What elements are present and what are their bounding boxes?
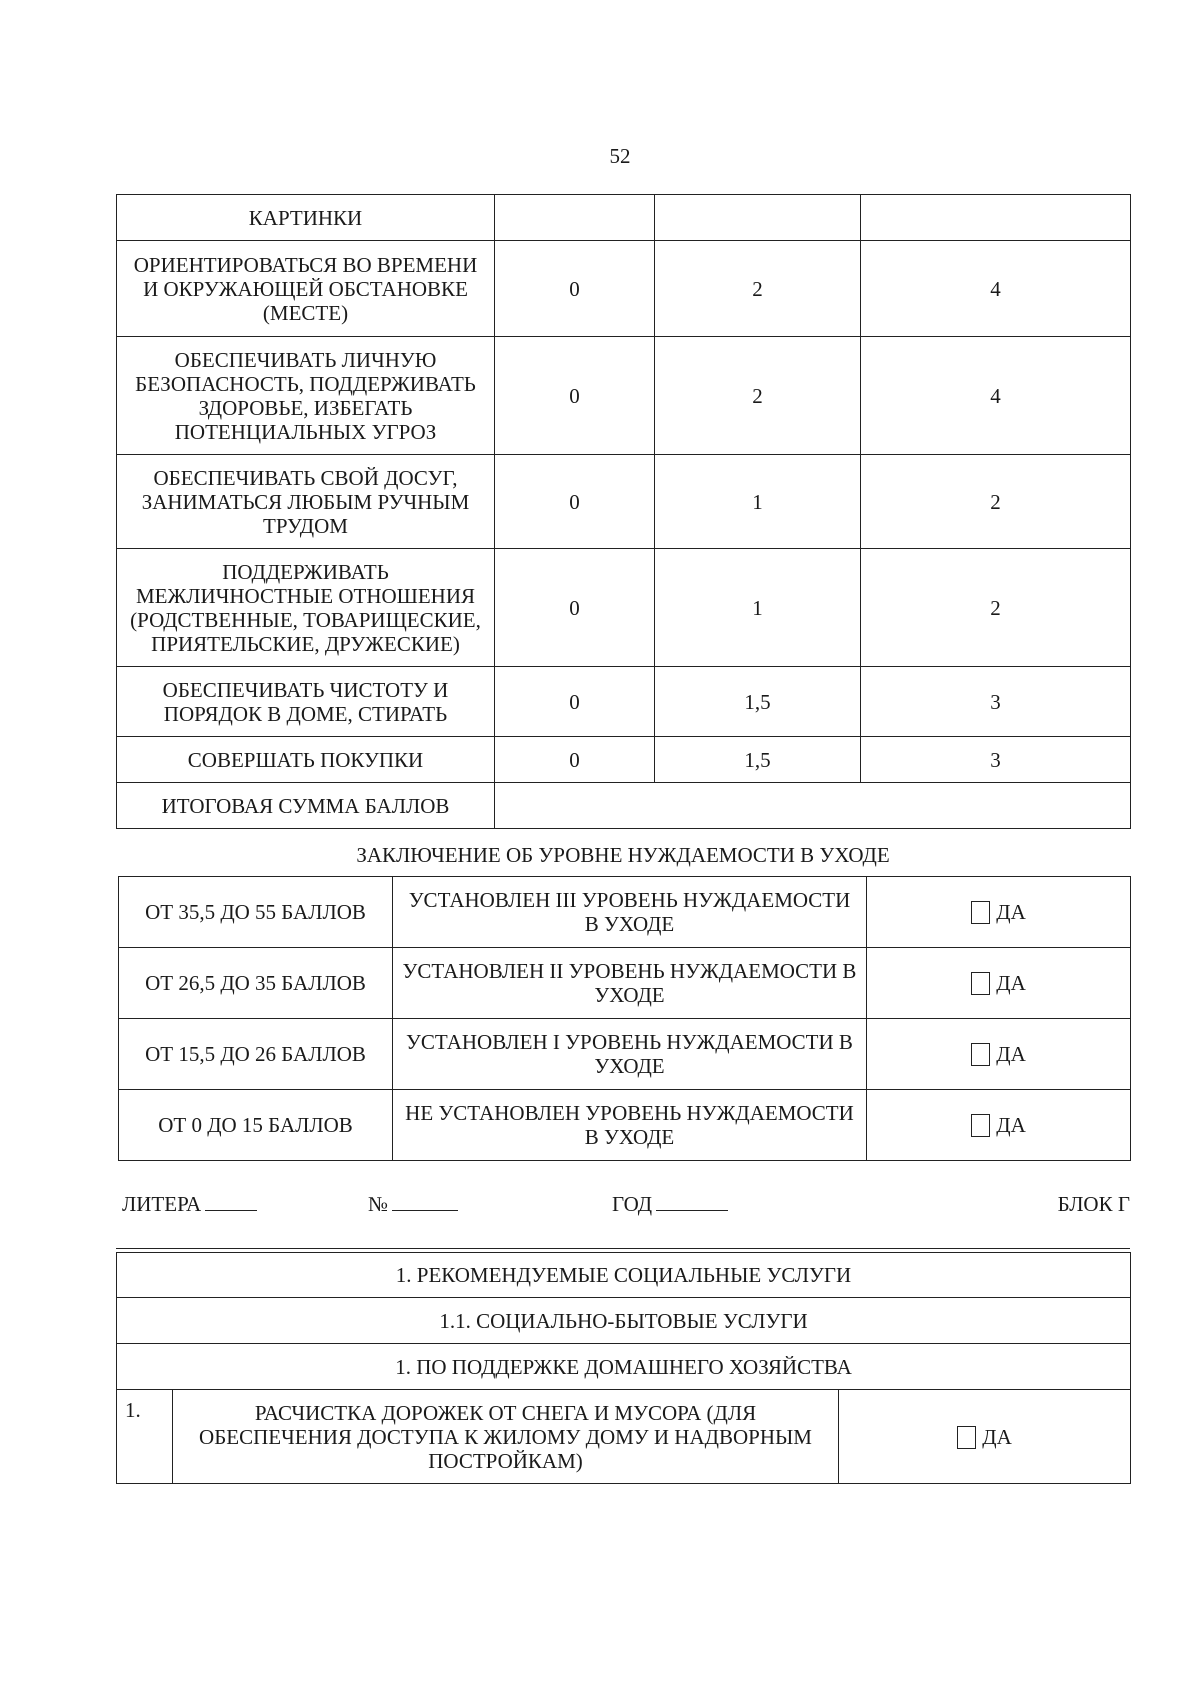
block-label: БЛОК Г [1057,1192,1130,1216]
table-row [117,337,1131,455]
level-checkbox[interactable] [867,877,1131,948]
table-row [117,1253,1131,1298]
score-cell[interactable]: 0 [495,455,655,549]
level-checkbox[interactable] [867,948,1131,1019]
score-cell[interactable]: 1,5 [655,737,861,783]
table-row [119,1090,1131,1161]
checkbox-label: ДА [996,971,1026,995]
score-cell[interactable]: 3 [861,737,1131,783]
page-number: 52 [609,144,631,168]
activity-score-table [116,194,1131,829]
litera-row [122,1192,1130,1222]
table-row [117,241,1131,337]
checkbox-label: ДА [996,900,1026,924]
table-row [119,1019,1131,1090]
conclusion-title: ЗАКЛЮЧЕНИЕ ОБ УРОВНЕ НУЖДАЕМОСТИ В УХОДЕ [356,843,890,867]
checkbox-icon[interactable] [957,1426,976,1449]
level-checkbox[interactable] [867,1090,1131,1161]
level-text: УСТАНОВЛЕН II УРОВЕНЬ НУЖДАЕМОСТИ В УХОДЕ [393,948,867,1019]
score-cell[interactable]: 2 [861,549,1131,667]
table-row [119,877,1131,948]
table-row [117,195,1131,241]
table-row [117,549,1131,667]
level-checkbox[interactable] [867,1019,1131,1090]
table-row [117,455,1131,549]
score-cell[interactable]: 0 [495,241,655,337]
table-row [119,948,1131,1019]
services-subsection-title: 1.1. СОЦИАЛЬНО-БЫТОВЫЕ УСЛУГИ [117,1298,1131,1344]
divider-line [116,1248,1130,1249]
care-level-table [118,876,1131,1161]
services-section-title: 1. РЕКОМЕНДУЕМЫЕ СОЦИАЛЬНЫЕ УСЛУГИ [117,1253,1131,1298]
number-blank[interactable] [392,1192,458,1211]
level-text: НЕ УСТАНОВЛЕН УРОВЕНЬ НУЖДАЕМОСТИ В УХОДЕ [393,1090,867,1161]
checkbox-icon[interactable] [971,1114,990,1137]
total-value-cell[interactable] [495,783,1131,829]
litera-field: ЛИТЕРА [122,1192,257,1217]
table-row [117,667,1131,737]
table-row [117,1390,1131,1484]
service-text: РАСЧИСТКА ДОРОЖЕК ОТ СНЕГА И МУСОРА (ДЛЯ ОБЕСПЕЧЕНИЯ ДОСТУПА К ЖИЛОМУ ДОМУ И НАДВОРНЫМ ПОСТРОЙКАМ) [173,1390,839,1484]
activity-label: СОВЕРШАТЬ ПОКУПКИ [117,737,495,783]
score-cell[interactable]: 1 [655,549,861,667]
score-cell[interactable] [495,195,655,241]
activity-label: ОБЕСПЕЧИВАТЬ ЧИСТОТУ И ПОРЯДОК В ДОМЕ, СТИРАТЬ [117,667,495,737]
score-cell[interactable]: 0 [495,337,655,455]
litera-blank[interactable] [205,1192,257,1211]
activity-label: КАРТИНКИ [117,195,495,241]
score-range: ОТ 35,5 ДО 55 БАЛЛОВ [119,877,393,948]
year-blank[interactable] [656,1192,728,1211]
level-text: УСТАНОВЛЕН III УРОВЕНЬ НУЖДАЕМОСТИ В УХОДЕ [393,877,867,948]
activity-label: ПОДДЕРЖИВАТЬ МЕЖЛИЧНОСТНЫЕ ОТНОШЕНИЯ (РОДСТВЕННЫЕ, ТОВАРИЩЕСКИЕ, ПРИЯТЕЛЬСКИЕ, ДРУЖЕСКИЕ) [117,549,495,667]
score-cell[interactable]: 1 [655,455,861,549]
number-field: № [368,1192,458,1217]
table-row [117,1344,1131,1390]
checkbox-icon[interactable] [971,901,990,924]
score-cell[interactable]: 0 [495,667,655,737]
activity-label: ОРИЕНТИРОВАТЬСЯ ВО ВРЕМЕНИ И ОКРУЖАЮЩЕЙ ОБСТАНОВКЕ (МЕСТЕ) [117,241,495,337]
score-cell[interactable]: 1,5 [655,667,861,737]
score-cell[interactable]: 4 [861,241,1131,337]
score-cell[interactable] [861,195,1131,241]
score-cell[interactable]: 2 [655,241,861,337]
total-label: ИТОГОВАЯ СУММА БАЛЛОВ [117,783,495,829]
checkbox-icon[interactable] [971,972,990,995]
score-range: ОТ 0 ДО 15 БАЛЛОВ [119,1090,393,1161]
level-text: УСТАНОВЛЕН I УРОВЕНЬ НУЖДАЕМОСТИ В УХОДЕ [393,1019,867,1090]
activity-label: ОБЕСПЕЧИВАТЬ ЛИЧНУЮ БЕЗОПАСНОСТЬ, ПОДДЕРЖИВАТЬ ЗДОРОВЬЕ, ИЗБЕГАТЬ ПОТЕНЦИАЛЬНЫХ УГРОЗ [117,337,495,455]
service-number: 1. [117,1390,173,1484]
score-range: ОТ 15,5 ДО 26 БАЛЛОВ [119,1019,393,1090]
year-field: ГОД [612,1192,728,1217]
score-cell[interactable]: 2 [861,455,1131,549]
score-range: ОТ 26,5 ДО 35 БАЛЛОВ [119,948,393,1019]
score-cell[interactable]: 0 [495,549,655,667]
service-checkbox[interactable] [839,1390,1131,1484]
checkbox-label: ДА [996,1113,1026,1137]
services-table [116,1252,1131,1484]
score-cell[interactable]: 2 [655,337,861,455]
score-cell[interactable]: 0 [495,737,655,783]
score-cell[interactable]: 4 [861,337,1131,455]
checkbox-icon[interactable] [971,1043,990,1066]
score-cell[interactable] [655,195,861,241]
table-row [117,737,1131,783]
score-cell[interactable]: 3 [861,667,1131,737]
table-row [117,1298,1131,1344]
activity-label: ОБЕСПЕЧИВАТЬ СВОЙ ДОСУГ, ЗАНИМАТЬСЯ ЛЮБЫМ РУЧНЫМ ТРУДОМ [117,455,495,549]
checkbox-label: ДА [982,1424,1012,1449]
checkbox-label: ДА [996,1042,1026,1066]
total-row [117,783,1131,829]
services-group-title: 1. ПО ПОДДЕРЖКЕ ДОМАШНЕГО ХОЗЯЙСТВА [117,1344,1131,1390]
